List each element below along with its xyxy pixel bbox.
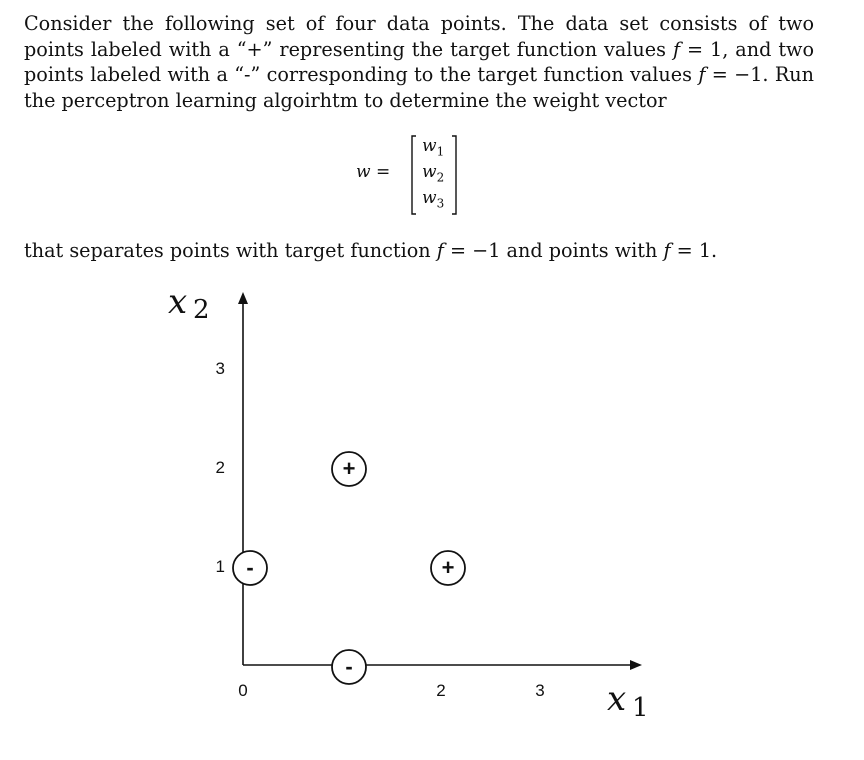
entry-base: w xyxy=(422,136,437,156)
negative-point xyxy=(233,551,267,585)
weight-vector-equation xyxy=(0,128,864,218)
right-bracket xyxy=(452,136,456,214)
axes xyxy=(238,292,642,670)
outro-f-symbol-2: f xyxy=(663,239,671,262)
positive-point xyxy=(431,551,465,585)
intro-f-symbol-2: f xyxy=(698,63,706,86)
intro-text-1: Consider the following set of four data points. The data set consists of two points labeled with a “+” representing the target function values xyxy=(24,12,814,61)
x-tick-label: 2 xyxy=(436,681,446,700)
entry-base: w xyxy=(422,188,437,208)
point-label: + xyxy=(441,555,455,580)
entry-sub: 2 xyxy=(436,170,445,185)
y-axis-label xyxy=(168,282,210,325)
positive-point xyxy=(332,452,366,486)
y-axis-arrow xyxy=(238,292,248,304)
matrix-entry-w1 xyxy=(422,136,444,158)
left-bracket xyxy=(412,136,416,214)
x-axis-arrow xyxy=(630,660,642,670)
y-tick-label: 1 xyxy=(215,557,225,576)
outro-text-3: = 1. xyxy=(670,239,718,262)
y-tick-label: 3 xyxy=(215,359,225,378)
y-axis-label-sub: 2 xyxy=(193,295,210,325)
y-axis-label-base: x xyxy=(168,282,188,322)
matrix-lhs xyxy=(356,162,390,182)
outro-f-symbol-1: f xyxy=(436,239,444,262)
point-label: + xyxy=(342,456,356,481)
negative-point xyxy=(332,650,366,684)
x-axis-label xyxy=(607,679,649,723)
matrix-equals: = xyxy=(375,162,391,182)
y-tick-label: 2 xyxy=(215,458,225,477)
intro-text-3: = −1. Run the perceptron learning algoirhtm to determine the weight vector xyxy=(24,63,815,112)
entry-sub: 3 xyxy=(436,196,445,211)
data-points xyxy=(233,452,465,684)
matrix-entry-w3 xyxy=(422,188,444,210)
y-tick-labels xyxy=(216,359,225,576)
x-tick-label: 0 xyxy=(238,681,248,700)
outro-text-2: = −1 and points with xyxy=(443,239,664,262)
intro-text-2: = 1, and two points labeled with a “-” corresponding to the target function values xyxy=(24,37,815,86)
x-axis-label-base: x xyxy=(607,679,627,719)
weight-matrix xyxy=(410,134,458,216)
matrix-entry-w2 xyxy=(422,162,444,184)
intro-f-symbol-1: f xyxy=(672,37,681,61)
point-label: - xyxy=(345,654,353,679)
problem-outro xyxy=(24,238,814,264)
x-tick-labels xyxy=(238,681,544,700)
point-label: - xyxy=(246,555,254,580)
scatter-plot xyxy=(0,270,864,730)
matrix-lhs-var: w xyxy=(356,162,371,182)
entry-sub: 1 xyxy=(436,144,445,159)
outro-text-1: that separates points with target function xyxy=(24,239,437,262)
entry-base: w xyxy=(422,162,437,182)
problem-intro xyxy=(24,11,814,113)
x-tick-label: 3 xyxy=(535,681,545,700)
x-axis-label-sub: 1 xyxy=(632,693,649,723)
